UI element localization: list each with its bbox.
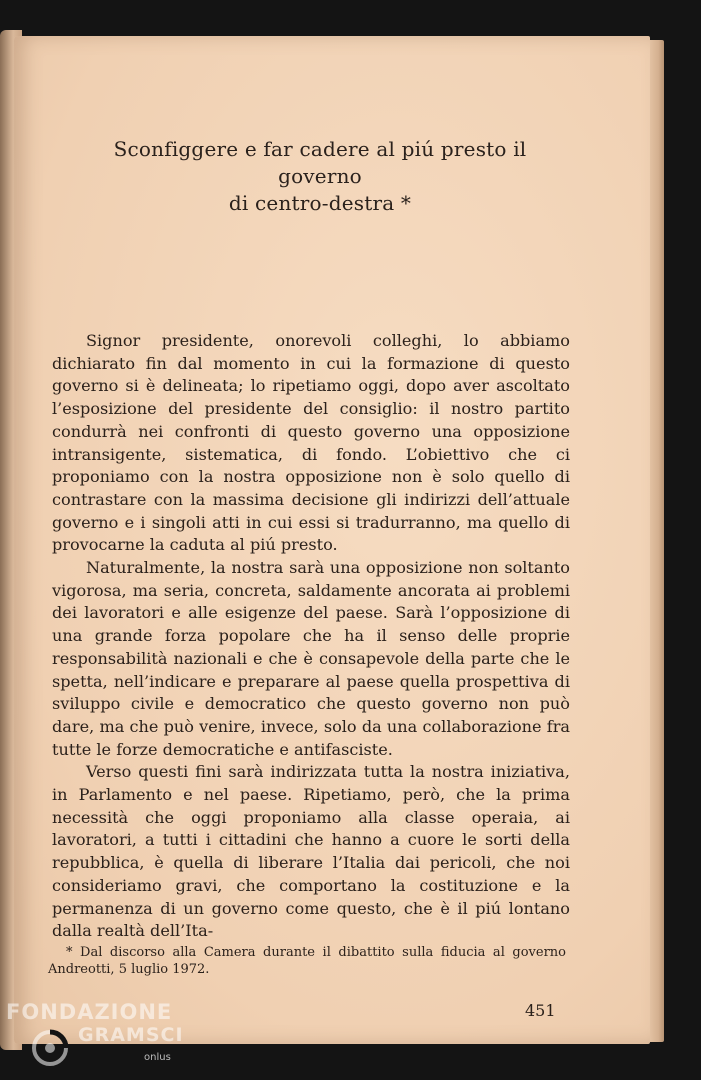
title-line-1: Sconfiggere e far cadere al piú presto il governo (113, 137, 527, 188)
chapter-title (70, 136, 570, 217)
body-text (52, 330, 570, 943)
paragraph-1: Signor presidente, onorevoli colleghi, lo abbiamo dichiarato fin dal momento in cui la formazione di questo governo si è delineata; lo ripetiamo oggi, dopo aver ascoltato l’esposizione del presidente del consiglio: il nostro partito condurrà nei confronti di questo governo una opposizione intransigente, sistematica, di fondo. L’obiettivo che ci proponiamo con la nostra opposizione non è solo quello di contrastare con la massima decisione gli indirizzi dell’attuale governo e i singoli atti in cui essi si tradurranno, ma quello di provocarne la caduta al piú presto. (52, 331, 570, 555)
watermark-line-2: GRAMSCI (78, 1024, 184, 1046)
title-line-2: di centro-destra * (228, 191, 412, 215)
paragraph-3: Verso questi fini sarà indirizzata tutta la nostra iniziativa, in Parlamento e nel paese. Ripetiamo, però, che la prima necessità che oggi proponiamo alla classe operaia, ai lavoratori, a tutti i cittadini che hanno a cuore le sorti della repubblica, è quella di liberare l’Italia dai pericoli, che noi consideriamo gravi, che comportano la costituzione e la permanenza di un governo come questo, che è il piú lontano dalla realtà dell’Ita- (52, 762, 570, 941)
paragraph-2: Naturalmente, la nostra sarà una opposizione non soltanto vigorosa, ma seria, concreta, saldamente ancorata ai problemi dei lavoratori e alle esigenze del paese. Sarà l’opposizione di una grande forza popolare che ha il senso delle proprie responsabilità nazionali e che è consapevole della parte che le spetta, nell’indicare e preparare al paese quella prospettiva di sviluppo civile e democratico che questo governo non può dare, ma che può venire, invece, solo da una collaborazione fra tutte le forze democratiche e antifasciste. (52, 558, 570, 759)
footnote: * Dal discorso alla Camera durante il dibattito sulla fiducia al governo Andreotti, 5 luglio 1972. (48, 945, 566, 977)
page-number: 451 (525, 1001, 556, 1020)
fondazione-gramsci-watermark (6, 1000, 184, 1075)
page-stack-edge (650, 40, 664, 1042)
watermark-logo-icon (30, 1028, 70, 1068)
watermark-onlus: onlus (144, 1052, 171, 1063)
watermark-line-1: FONDAZIONE (6, 1000, 173, 1024)
